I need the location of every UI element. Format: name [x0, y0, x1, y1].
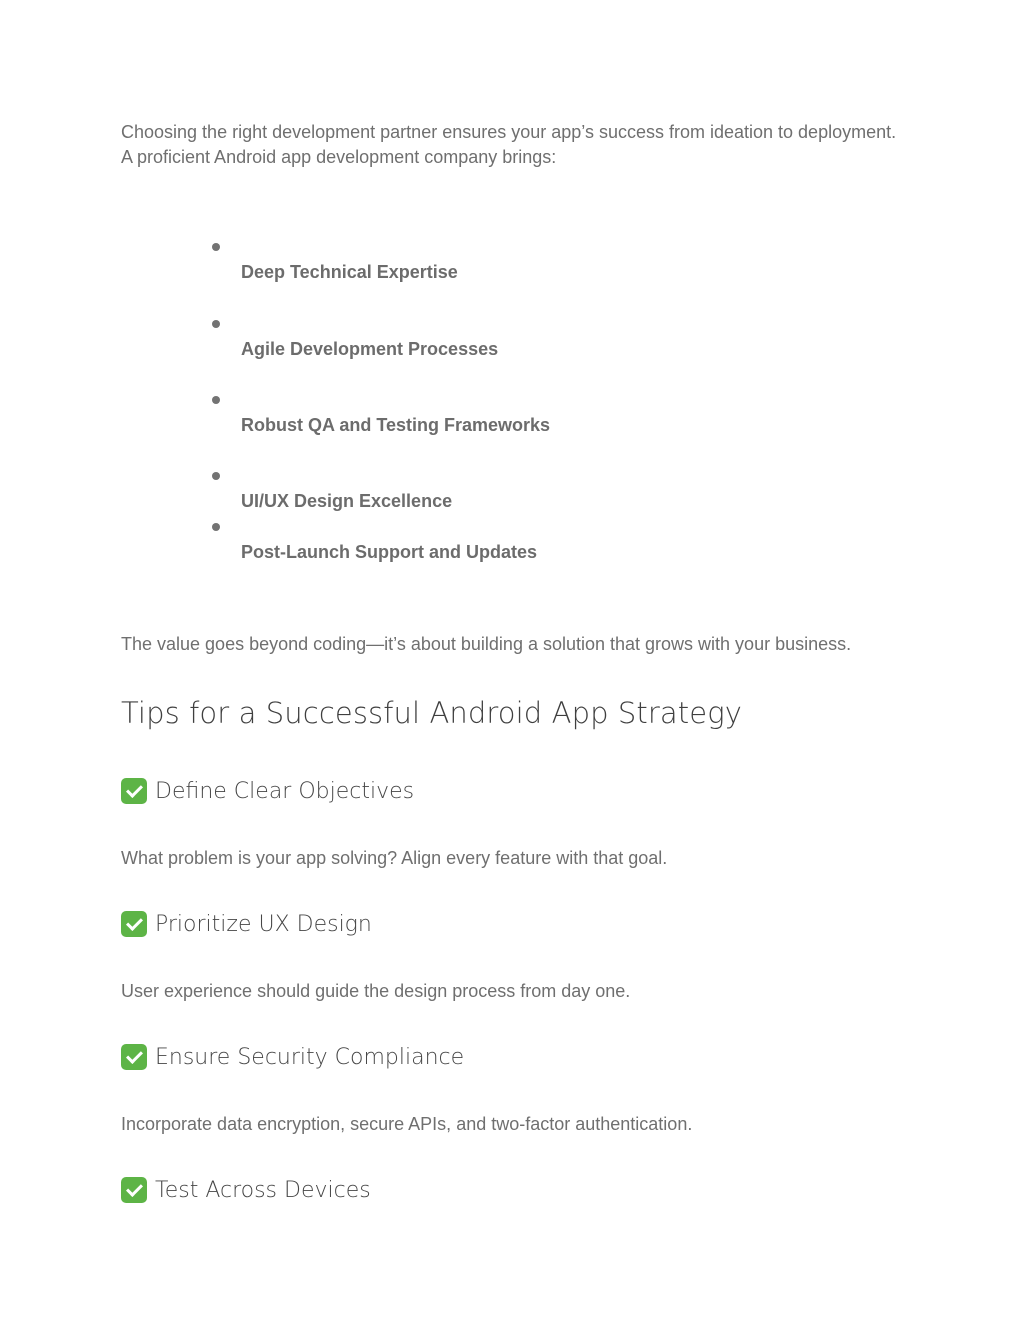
bullet-text: Post-Launch Support and Updates [241, 542, 538, 562]
check-mark-icon [121, 778, 147, 804]
intro-paragraph: Choosing the right development partner ensures your app’s success from ideation to deployment. A proficient Android app development company brings: [121, 122, 897, 167]
tip-title: Ensure Security Compliance [155, 1044, 465, 1070]
tip-heading [121, 1044, 464, 1070]
tip-body: User experience should guide the design process from day one. [121, 981, 631, 1001]
tip-body: What problem is your app solving? Align every feature with that goal. [121, 848, 668, 868]
bullet-icon [212, 523, 220, 531]
tip-heading [121, 778, 414, 804]
tip-title: Define Clear Objectives [155, 778, 415, 804]
bullet-icon [212, 472, 220, 480]
bullet-icon [212, 396, 220, 404]
tip-heading [121, 911, 372, 937]
check-mark-icon [121, 1044, 147, 1070]
tip-title: Prioritize UX Design [155, 911, 372, 937]
bullet-text: UI/UX Design Excellence [241, 491, 453, 511]
bullet-icon [212, 320, 220, 328]
bullet-icon [212, 243, 220, 251]
bullet-text: Robust QA and Testing Frameworks [241, 415, 551, 435]
bullet-text: Deep Technical Expertise [241, 262, 458, 282]
bullet-text: Agile Development Processes [241, 339, 499, 359]
check-mark-icon [121, 1177, 147, 1203]
tip-heading [121, 1177, 371, 1203]
value-statement: The value goes beyond coding—it’s about building a solution that grows with your business. [121, 634, 852, 654]
tip-title: Test Across Devices [155, 1177, 371, 1203]
section-heading: Tips for a Successful Android App Strategy [121, 696, 742, 730]
tip-body: Incorporate data encryption, secure APIs, and two-factor authentication. [121, 1114, 693, 1134]
check-mark-icon [121, 911, 147, 937]
